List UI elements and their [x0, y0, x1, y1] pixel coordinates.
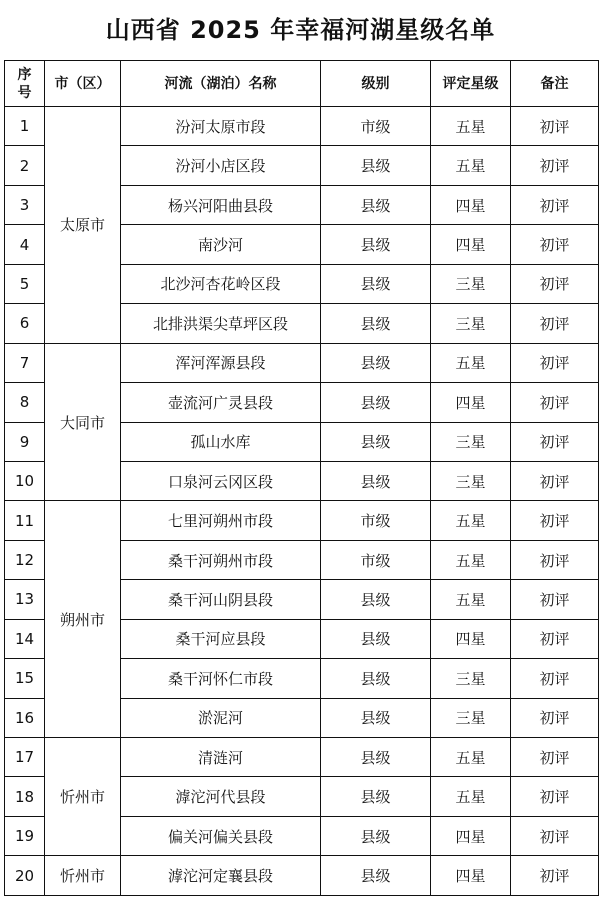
cell-name: 壶流河广灵县段 [121, 383, 321, 422]
header-index [5, 61, 45, 107]
cell-note: 初评 [511, 146, 599, 185]
cell-level: 县级 [321, 146, 431, 185]
cell-index: 17 [5, 738, 45, 777]
cell-level: 县级 [321, 185, 431, 224]
header-index-line2: 号 [17, 84, 32, 101]
cell-level: 县级 [321, 225, 431, 264]
cell-index: 18 [5, 777, 45, 816]
header-index-line1: 序 [17, 66, 32, 83]
cell-index: 16 [5, 698, 45, 737]
cell-note: 初评 [511, 816, 599, 855]
cell-index: 7 [5, 343, 45, 382]
cell-index: 2 [5, 146, 45, 185]
cell-city: 太原市 [45, 107, 121, 344]
cell-city: 朔州市 [45, 501, 121, 738]
cell-level: 县级 [321, 659, 431, 698]
cell-level: 县级 [321, 343, 431, 382]
cell-index: 19 [5, 816, 45, 855]
cell-stars: 四星 [431, 185, 511, 224]
cell-stars: 四星 [431, 225, 511, 264]
cell-index: 11 [5, 501, 45, 540]
cell-index: 8 [5, 383, 45, 422]
cell-index: 15 [5, 659, 45, 698]
cell-level: 县级 [321, 856, 431, 895]
cell-level: 县级 [321, 698, 431, 737]
cell-note: 初评 [511, 383, 599, 422]
cell-level: 县级 [321, 264, 431, 303]
cell-stars: 五星 [431, 738, 511, 777]
cell-stars: 五星 [431, 107, 511, 146]
cell-name: 浑河浑源县段 [121, 343, 321, 382]
header-city: 市（区） [45, 61, 121, 107]
cell-index: 6 [5, 304, 45, 343]
cell-stars: 三星 [431, 304, 511, 343]
cell-index: 9 [5, 422, 45, 461]
cell-note: 初评 [511, 580, 599, 619]
cell-stars: 五星 [431, 343, 511, 382]
cell-level: 县级 [321, 304, 431, 343]
cell-note: 初评 [511, 619, 599, 658]
cell-stars: 五星 [431, 146, 511, 185]
cell-stars: 五星 [431, 580, 511, 619]
cell-note: 初评 [511, 659, 599, 698]
cell-name: 七里河朔州市段 [121, 501, 321, 540]
cell-city: 忻州市 [45, 738, 121, 856]
cell-name: 偏关河偏关县段 [121, 816, 321, 855]
cell-name: 南沙河 [121, 225, 321, 264]
table-body [5, 107, 599, 896]
cell-name: 桑干河应县段 [121, 619, 321, 658]
cell-stars: 三星 [431, 264, 511, 303]
cell-level: 县级 [321, 619, 431, 658]
cell-name: 滹沱河定襄县段 [121, 856, 321, 895]
cell-index: 12 [5, 540, 45, 579]
table-row [5, 501, 599, 540]
cell-name: 杨兴河阳曲县段 [121, 185, 321, 224]
cell-note: 初评 [511, 343, 599, 382]
cell-name: 北沙河杏花岭区段 [121, 264, 321, 303]
cell-index: 1 [5, 107, 45, 146]
cell-stars: 四星 [431, 383, 511, 422]
table-row [5, 343, 599, 382]
cell-level: 县级 [321, 777, 431, 816]
cell-stars: 四星 [431, 619, 511, 658]
cell-level: 县级 [321, 580, 431, 619]
cell-level: 县级 [321, 816, 431, 855]
cell-note: 初评 [511, 185, 599, 224]
cell-index: 4 [5, 225, 45, 264]
cell-name: 桑干河怀仁市段 [121, 659, 321, 698]
cell-name: 淤泥河 [121, 698, 321, 737]
cell-level: 市级 [321, 501, 431, 540]
cell-stars: 三星 [431, 422, 511, 461]
table-row [5, 738, 599, 777]
cell-index: 13 [5, 580, 45, 619]
cell-index: 10 [5, 461, 45, 500]
header-note: 备注 [511, 61, 599, 107]
cell-name: 桑干河山阴县段 [121, 580, 321, 619]
cell-city: 大同市 [45, 343, 121, 501]
cell-name: 清涟河 [121, 738, 321, 777]
cell-name: 北排洪渠尖草坪区段 [121, 304, 321, 343]
cell-stars: 三星 [431, 698, 511, 737]
cell-note: 初评 [511, 540, 599, 579]
cell-note: 初评 [511, 501, 599, 540]
cell-index: 14 [5, 619, 45, 658]
table-row [5, 856, 599, 895]
cell-level: 县级 [321, 461, 431, 500]
cell-index: 3 [5, 185, 45, 224]
cell-index: 5 [5, 264, 45, 303]
cell-level: 市级 [321, 540, 431, 579]
header-level: 级别 [321, 61, 431, 107]
table-header-row [5, 61, 599, 107]
cell-name: 桑干河朔州市段 [121, 540, 321, 579]
cell-name: 汾河太原市段 [121, 107, 321, 146]
cell-stars: 五星 [431, 777, 511, 816]
cell-name: 滹沱河代县段 [121, 777, 321, 816]
cell-level: 县级 [321, 422, 431, 461]
cell-note: 初评 [511, 422, 599, 461]
cell-note: 初评 [511, 304, 599, 343]
cell-stars: 四星 [431, 816, 511, 855]
cell-stars: 五星 [431, 501, 511, 540]
table-row [5, 107, 599, 146]
cell-stars: 四星 [431, 856, 511, 895]
cell-note: 初评 [511, 856, 599, 895]
cell-note: 初评 [511, 738, 599, 777]
cell-stars: 三星 [431, 659, 511, 698]
cell-stars: 三星 [431, 461, 511, 500]
cell-index: 20 [5, 856, 45, 895]
cell-note: 初评 [511, 225, 599, 264]
cell-note: 初评 [511, 264, 599, 303]
header-stars: 评定星级 [431, 61, 511, 107]
cell-level: 县级 [321, 383, 431, 422]
page-title: 山西省 2025 年幸福河湖星级名单 [105, 16, 496, 44]
cell-stars: 五星 [431, 540, 511, 579]
cell-name: 汾河小店区段 [121, 146, 321, 185]
cell-name: 孤山水库 [121, 422, 321, 461]
cell-level: 市级 [321, 107, 431, 146]
cell-level: 县级 [321, 738, 431, 777]
cell-note: 初评 [511, 107, 599, 146]
cell-note: 初评 [511, 777, 599, 816]
cell-note: 初评 [511, 698, 599, 737]
header-name: 河流（湖泊）名称 [121, 61, 321, 107]
cell-note: 初评 [511, 461, 599, 500]
cell-name: 口泉河云冈区段 [121, 461, 321, 500]
river-star-rating-table [4, 60, 599, 896]
cell-city: 忻州市 [45, 856, 121, 895]
